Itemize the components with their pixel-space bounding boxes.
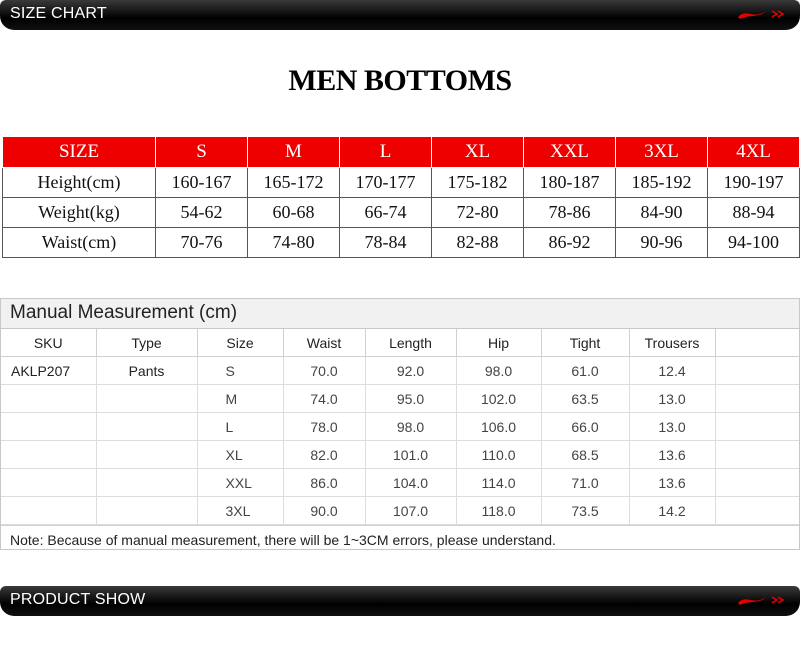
table-cell: 78-86 [524, 198, 616, 228]
table-cell: 107.0 [365, 497, 456, 525]
table-cell: 104.0 [365, 469, 456, 497]
size-cell: 3XL [197, 497, 283, 525]
table-cell: 88-94 [708, 198, 800, 228]
page-title: MEN BOTTOMS [288, 64, 512, 97]
table-cell: 70.0 [283, 357, 365, 385]
table-cell [715, 357, 799, 385]
type-cell [96, 385, 197, 413]
table-cell: 61.0 [541, 357, 629, 385]
sku-cell [1, 385, 96, 413]
sku-cell [1, 441, 96, 469]
table-cell: 13.0 [629, 413, 715, 441]
column-header: Size [197, 329, 283, 357]
table-cell: 94-100 [708, 228, 800, 258]
table-cell: 90-96 [616, 228, 708, 258]
table-cell: 190-197 [708, 168, 800, 198]
table-cell: 74.0 [283, 385, 365, 413]
column-header: Length [365, 329, 456, 357]
manual-measurement-panel [0, 298, 800, 550]
table-cell [715, 441, 799, 469]
table-row [1, 413, 799, 441]
table-cell: 175-182 [432, 168, 524, 198]
sku-cell: AKLP207 [1, 357, 96, 385]
column-header: SIZE [3, 137, 156, 168]
table-cell: 92.0 [365, 357, 456, 385]
size-cell: L [197, 413, 283, 441]
table-cell [715, 385, 799, 413]
banner-title: PRODUCT SHOW [10, 591, 146, 608]
type-cell [96, 469, 197, 497]
table-cell: 84-90 [616, 198, 708, 228]
li-ning-logo-icon [736, 6, 788, 22]
sku-cell [1, 497, 96, 525]
column-header: 4XL [708, 137, 800, 168]
manual-measurement-table [1, 329, 799, 525]
table-cell: 98.0 [365, 413, 456, 441]
table-cell: 95.0 [365, 385, 456, 413]
table-cell [715, 469, 799, 497]
column-header: M [248, 137, 340, 168]
column-header: S [156, 137, 248, 168]
table-cell: 72-80 [432, 198, 524, 228]
size-cell: XL [197, 441, 283, 469]
table-cell: 71.0 [541, 469, 629, 497]
table-cell: 82-88 [432, 228, 524, 258]
table-cell: 68.5 [541, 441, 629, 469]
table-cell: 180-187 [524, 168, 616, 198]
measurement-note: Note: Because of manual measurement, there will be 1~3CM errors, please understand. [1, 525, 799, 553]
table-cell: 165-172 [248, 168, 340, 198]
size-chart-banner [0, 0, 800, 30]
table-cell: 13.6 [629, 469, 715, 497]
table-cell: 63.5 [541, 385, 629, 413]
table-cell: 82.0 [283, 441, 365, 469]
type-cell: Pants [96, 357, 197, 385]
column-header: XL [432, 137, 524, 168]
table-cell: 170-177 [340, 168, 432, 198]
column-header: Hip [456, 329, 541, 357]
column-header: L [340, 137, 432, 168]
type-cell [96, 497, 197, 525]
table-cell [715, 497, 799, 525]
sku-cell [1, 469, 96, 497]
row-label: Weight(kg) [3, 198, 156, 228]
table-cell: 98.0 [456, 357, 541, 385]
table-cell: 110.0 [456, 441, 541, 469]
table-cell: 101.0 [365, 441, 456, 469]
table-cell: 90.0 [283, 497, 365, 525]
product-show-banner [0, 586, 800, 616]
table-cell: 102.0 [456, 385, 541, 413]
manual-header-row [1, 329, 799, 357]
column-header: Trousers [629, 329, 715, 357]
table-cell: 12.4 [629, 357, 715, 385]
table-cell: 13.6 [629, 441, 715, 469]
type-cell [96, 413, 197, 441]
size-cell: XXL [197, 469, 283, 497]
column-header: Waist [283, 329, 365, 357]
type-cell [96, 441, 197, 469]
table-row [3, 168, 800, 198]
table-cell: 13.0 [629, 385, 715, 413]
size-cell: M [197, 385, 283, 413]
table-cell: 114.0 [456, 469, 541, 497]
table-cell: 73.5 [541, 497, 629, 525]
column-header: XXL [524, 137, 616, 168]
column-header: SKU [1, 329, 96, 357]
table-cell: 185-192 [616, 168, 708, 198]
column-header: Tight [541, 329, 629, 357]
table-cell: 78.0 [283, 413, 365, 441]
table-cell: 86-92 [524, 228, 616, 258]
table-cell: 14.2 [629, 497, 715, 525]
sku-cell [1, 413, 96, 441]
table-row [1, 469, 799, 497]
table-cell: 78-84 [340, 228, 432, 258]
size-chart-table [2, 136, 800, 258]
table-row [1, 497, 799, 525]
table-cell [715, 413, 799, 441]
table-cell: 160-167 [156, 168, 248, 198]
table-cell: 70-76 [156, 228, 248, 258]
column-header: 3XL [616, 137, 708, 168]
table-cell: 74-80 [248, 228, 340, 258]
table-cell: 106.0 [456, 413, 541, 441]
banner-title: SIZE CHART [10, 5, 107, 22]
table-row [3, 198, 800, 228]
table-row [3, 228, 800, 258]
manual-measurement-title: Manual Measurement (cm) [1, 299, 799, 329]
column-header [715, 329, 799, 357]
row-label: Height(cm) [3, 168, 156, 198]
size-cell: S [197, 357, 283, 385]
table-row [1, 385, 799, 413]
size-chart-header-row [3, 137, 800, 168]
table-cell: 66.0 [541, 413, 629, 441]
column-header: Type [96, 329, 197, 357]
li-ning-logo-icon [736, 592, 788, 608]
table-cell: 66-74 [340, 198, 432, 228]
table-cell: 118.0 [456, 497, 541, 525]
table-row [1, 357, 799, 385]
table-cell: 86.0 [283, 469, 365, 497]
table-row [1, 441, 799, 469]
row-label: Waist(cm) [3, 228, 156, 258]
table-cell: 54-62 [156, 198, 248, 228]
table-cell: 60-68 [248, 198, 340, 228]
